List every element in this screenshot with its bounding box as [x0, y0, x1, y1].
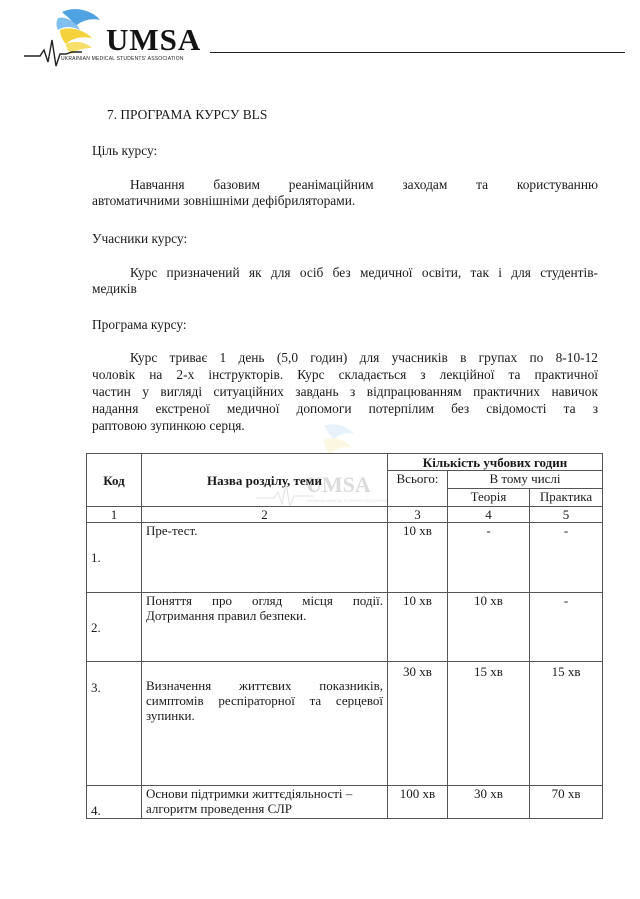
- participants-text-line-1: Курс призначений як для осіб без медичної освіти, так і для студентів-: [130, 265, 598, 280]
- table-row: [87, 662, 603, 786]
- brand-name: UMSA: [106, 22, 202, 57]
- program-text-line-2: чоловік на 2-х інструкторів. Курс складається з лекційної та практичної: [92, 367, 598, 382]
- header-including: В тому числі: [448, 471, 603, 489]
- row-total: 100 хв: [388, 786, 448, 819]
- header-topic-name: Назва розділу, теми: [142, 454, 388, 507]
- section-title: 7. ПРОГРАМА КУРСУ BLS: [107, 107, 268, 122]
- row-code: 4.: [87, 786, 142, 819]
- header-theory: Теорія: [448, 489, 530, 507]
- brand-subtitle: UKRAINIAN MEDICAL STUDENTS' ASSOCIATION: [61, 56, 184, 62]
- program-text-line-4: надання екстреної медичної допомоги потерпілим без свідомості та з: [92, 401, 598, 416]
- header-divider: [210, 52, 625, 53]
- header-total: Всього:: [388, 471, 448, 507]
- table-row: [87, 523, 603, 593]
- col-number: 1: [87, 507, 142, 523]
- col-number: 4: [448, 507, 530, 523]
- document-header: [0, 0, 640, 80]
- watermark-subtitle: UKRAINIAN MEDICAL STUDENTS' ASSOCIATION: [306, 499, 389, 503]
- row-total: 10 хв: [388, 593, 448, 662]
- participants-text-line-2: медиків: [92, 281, 137, 296]
- goal-text-line-2: автоматичними зовнішніми дефібриляторами.: [92, 193, 356, 208]
- col-number: 2: [142, 507, 388, 523]
- goal-heading: Ціль курсу:: [92, 143, 158, 158]
- row-code: 2.: [87, 593, 142, 662]
- row-topic: Визначення життєвих показників, симптомів респіраторної та серцевої зупинки.: [142, 662, 388, 786]
- row-code: 1.: [87, 523, 142, 593]
- row-theory: -: [448, 523, 530, 593]
- course-program-table: [86, 453, 603, 819]
- program-heading: Програма курсу:: [92, 317, 187, 332]
- col-number: 5: [530, 507, 603, 523]
- row-topic: Основи підтримки життєдіяльності – алгоритм проведення СЛР: [142, 786, 388, 819]
- row-theory: 15 хв: [448, 662, 530, 786]
- program-text-line-1: Курс триває 1 день (5,0 годин) для учасників в групах по 8-10-12: [130, 350, 598, 365]
- row-code: 3.: [87, 662, 142, 786]
- program-text-line-3: частин у вигляді ситуаційних завдань з відпрацюванням практичних навичок: [92, 384, 598, 399]
- row-topic: Пре-тест.: [142, 523, 388, 593]
- column-number-row: [87, 507, 603, 523]
- row-practice: -: [530, 593, 603, 662]
- row-topic: Поняття про огляд місця події. Дотримання правил безпеки.: [142, 593, 388, 662]
- row-practice: -: [530, 523, 603, 593]
- watermark-brand: UMSA: [306, 472, 371, 497]
- goal-text-line-1: Навчання базовим реанімаційним заходам та користуванню: [130, 177, 598, 192]
- row-total: 10 хв: [388, 523, 448, 593]
- table-row: [87, 593, 603, 662]
- row-practice: 15 хв: [530, 662, 603, 786]
- col-number: 3: [388, 507, 448, 523]
- header-code: Код: [87, 454, 142, 507]
- row-theory: 10 хв: [448, 593, 530, 662]
- header-practice: Практика: [530, 489, 603, 507]
- participants-heading: Учасники курсу:: [92, 231, 188, 246]
- row-total: 30 хв: [388, 662, 448, 786]
- row-practice: 70 хв: [530, 786, 603, 819]
- umsa-logo-icon: [22, 4, 112, 74]
- program-text-line-5: раптовою зупинкою серця.: [92, 418, 245, 433]
- table-row: [87, 786, 603, 819]
- header-hours: Кількість учбових годин: [388, 454, 603, 471]
- row-theory: 30 хв: [448, 786, 530, 819]
